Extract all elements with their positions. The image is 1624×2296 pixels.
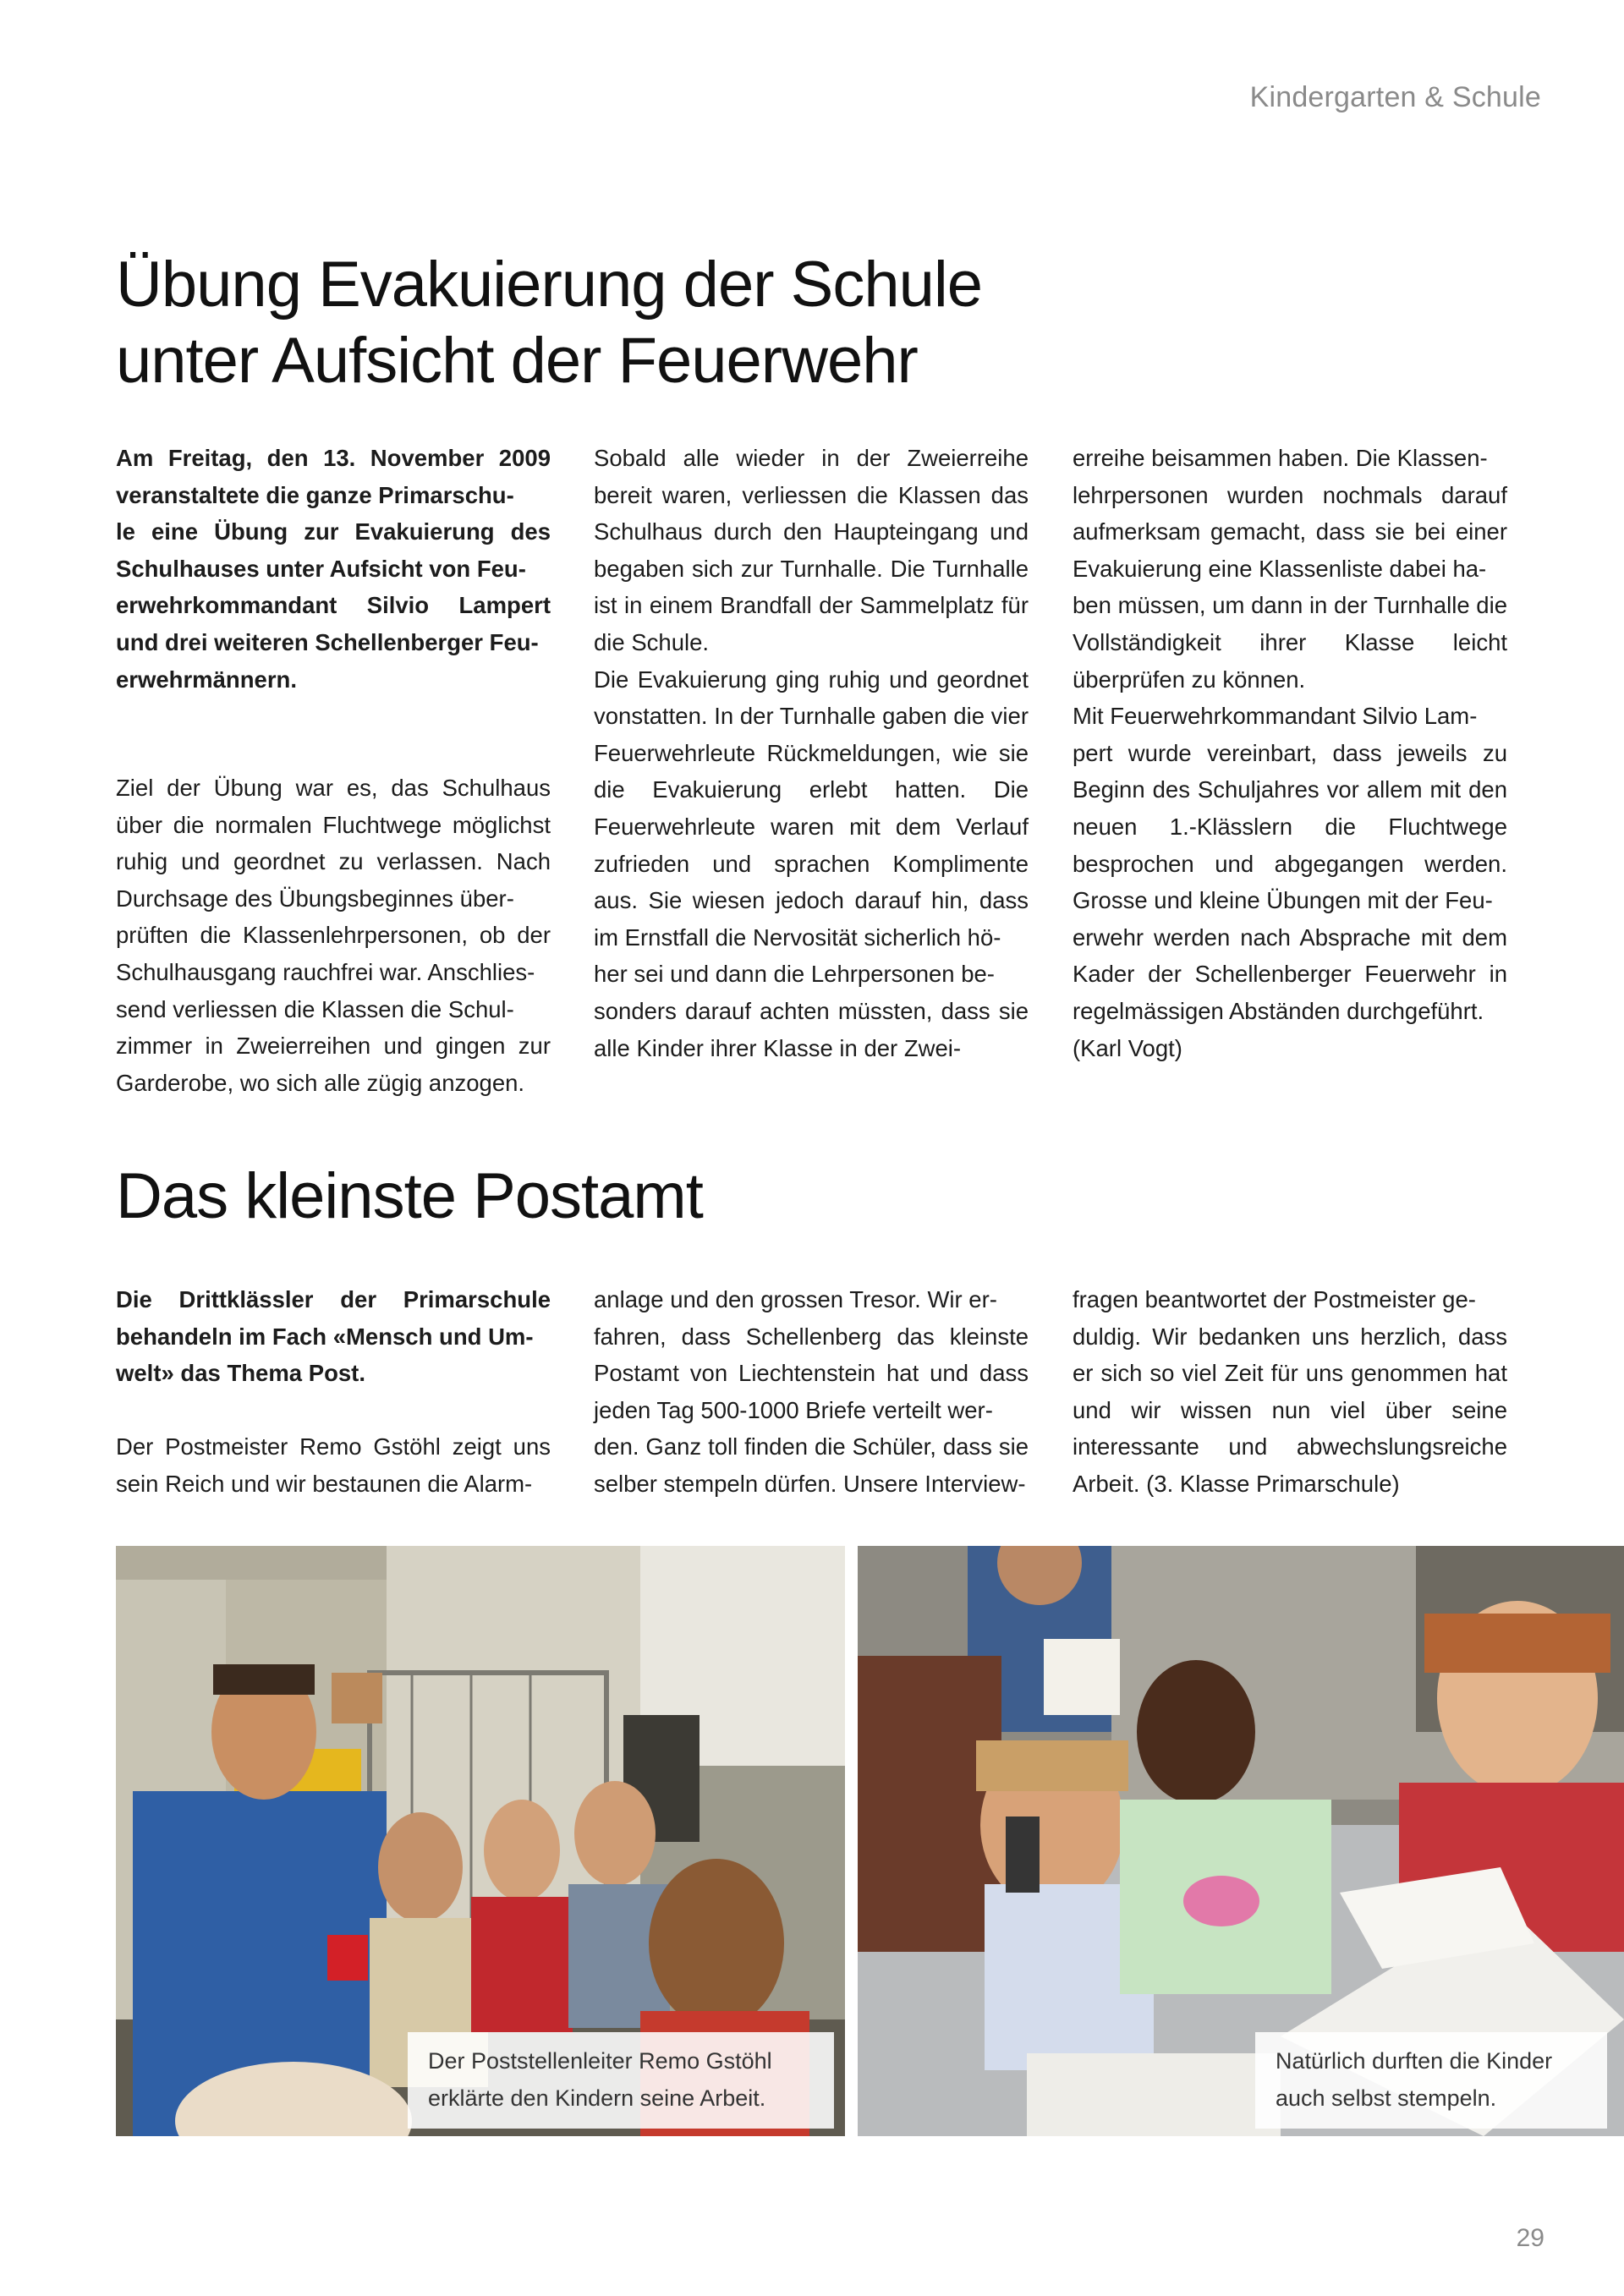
article2-column-1	[116, 1281, 551, 1503]
photo-caption-postmaster: Der Poststellenleiter Remo Gstöhl erklärte den Kindern seine Arbeit.	[408, 2032, 834, 2129]
article1-paragraph-3: Die Evakuierung ging ruhig und geordnet vonstatten. In der Turnhalle gaben die vier Feuerwehrleute Rückmeldungen, wie sie die Evakuierung erlebt hatten. Die Feuerwehrleute waren mit dem Verlauf zufrieden und sprachen Komplimente aus. Sie wiesen jedoch darauf hin, dass im Ernstfall die Nervosität sicherlich hö- her sei und dann die Lehrpersonen be- sonders darauf achten müssten, dass sie alle Kinder ihrer Klasse in der Zwei-	[594, 666, 1029, 1061]
article1-author: (Karl Vogt)	[1073, 1034, 1182, 1061]
article2-paragraph-1-cont: anlage und den grossen Tresor. Wir er- fahren, dass Schellenberg das kleinste Postamt von Liechtenstein hat und dass jeden Tag 500-1000 Briefe verteilt wer- den. Ganz toll finden die Schüler, dass sie selber stempeln dürfen. Unsere Interview-	[594, 1286, 1029, 1497]
article2-paragraph-1: Der Postmeister Remo Gstöhl zeigt uns sein Reich und wir bestaunen die Alarm-	[116, 1433, 551, 1497]
title-line-1: Übung Evakuierung der Schule	[116, 249, 983, 321]
article1-paragraph-2: Sobald alle wieder in der Zweierreihe bereit waren, verliessen die Klassen das Schulhaus durch den Haupteingang und begaben sich zur Turnhalle. Die Turnhalle ist in einem Brandfall der Sammelplatz für die Schule.	[594, 445, 1029, 655]
photo-caption-stamping: Natürlich durften die Kinder auch selbst stempeln.	[1255, 2032, 1607, 2129]
article1-paragraph-4: Mit Feuerwehrkommandant Silvio Lam- pert wurde vereinbart, dass jeweils zu Beginn des Schuljahres vor allem mit den neuen 1.-Klässlern die Fluchtwege besprochen und abgegangen werden. Grosse und kleine Übungen mit der Feu- erwehr werden nach Absprache mit dem Kader der Schellenberger Feuerwehr in regelmässigen Abständen durchgeführt.	[1073, 703, 1507, 1024]
article1-column-2	[594, 440, 1029, 1066]
title-line-2: unter Aufsicht der Feuerwehr	[116, 325, 918, 397]
article-title-evakuierung	[116, 247, 1215, 399]
section-header: Kindergarten & Schule	[1249, 81, 1541, 113]
page-number: 29	[1516, 2224, 1544, 2252]
article2-paragraph-1-end: fragen beantwortet der Postmeister ge- duldig. Wir bedanken uns herzlich, dass er sich so viel Zeit für uns genommen hat und wir wissen nun viel über seine interessante und abwechslungsreiche Arbeit. (3. Klasse Primarschule)	[1073, 1286, 1507, 1497]
article2-lead: Die Drittklässler der Primarschule behandeln im Fach «Mensch und Um- welt» das Thema Post.	[116, 1286, 551, 1387]
article1-paragraph-1: Ziel der Übung war es, das Schulhaus über die normalen Fluchtwege möglichst ruhig und geordnet zu verlassen. Nach Durchsage des Übungsbeginnes über- prüften die Klassenlehrpersonen, ob der Schulhausgang rauchfrei war. Anschlies- send verliessen die Klassen die Schul- zimmer in Zweierreihen und gingen zur Garderobe, wo sich alle zügig anzogen.	[116, 775, 551, 1096]
article-title-postamt: Das kleinste Postamt	[116, 1160, 703, 1232]
article1-column-1-body	[116, 770, 551, 1101]
article2-column-3	[1073, 1281, 1507, 1503]
article1-column-1	[116, 440, 551, 698]
article2-column-2	[594, 1281, 1029, 1503]
article1-column-3	[1073, 440, 1507, 1066]
article1-paragraph-3-cont: erreihe beisammen haben. Die Klassen- lehrpersonen wurden nochmals darauf aufmerksam gemacht, dass sie bei einer Evakuierung eine Klassenliste dabei ha- ben müssen, um dann in der Turnhalle die Vollständigkeit ihrer Klasse leicht überprüfen zu können.	[1073, 445, 1507, 693]
article1-lead: Am Freitag, den 13. November 2009 veranstaltete die ganze Primarschu- le eine Übung zur Evakuierung des Schulhauses unter Aufsicht von Feu- erwehrkommandant Silvio Lampert und drei weiteren Schellenberger Feu- erwehrmännern.	[116, 445, 551, 693]
